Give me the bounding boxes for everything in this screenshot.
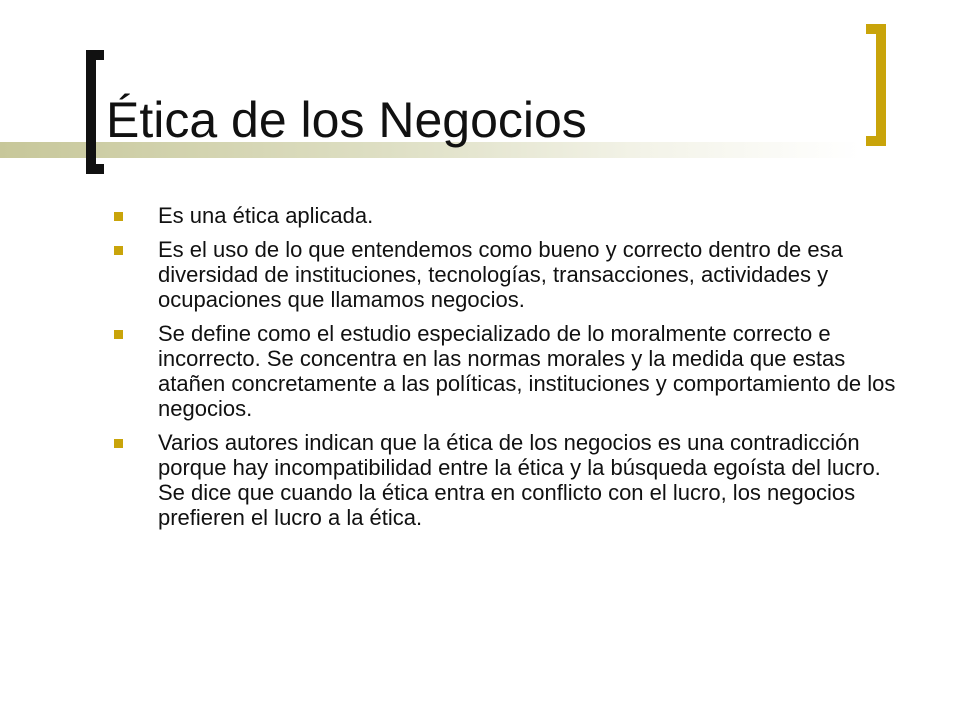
bullet-item xyxy=(110,203,910,228)
square-bullet-icon xyxy=(114,212,123,221)
right-bracket-decoration xyxy=(866,24,886,146)
bullet-item xyxy=(110,237,910,312)
square-bullet-icon xyxy=(114,330,123,339)
bullet-text: Es el uso de lo que entendemos como bueno y correcto dentro de esa diversidad de instituciones, tecnologías, transacciones, actividades y ocupaciones que llamamos negocios. xyxy=(158,237,843,312)
bullet-item xyxy=(110,430,910,530)
left-bracket-decoration xyxy=(86,50,104,174)
slide-title: Ética de los Negocios xyxy=(106,92,587,148)
bullet-text: Varios autores indican que la ética de los negocios es una contradicción porque hay incompatibilidad entre la ética y la búsqueda egoísta del lucro. Se dice que cuando la ética entra en conflicto con el lucro, los negocios prefieren el lucro a la ética. xyxy=(158,430,881,530)
bullet-list xyxy=(110,203,910,539)
bullet-text: Es una ética aplicada. xyxy=(158,203,374,228)
bullet-text: Se define como el estudio especializado de lo moralmente correcto e incorrecto. Se concentra en las normas morales y la medida que estas atañen concretamente a las políticas, instituciones y comportamiento de los negocios. xyxy=(158,321,896,421)
bullet-item xyxy=(110,321,910,421)
square-bullet-icon xyxy=(114,439,123,448)
square-bullet-icon xyxy=(114,246,123,255)
